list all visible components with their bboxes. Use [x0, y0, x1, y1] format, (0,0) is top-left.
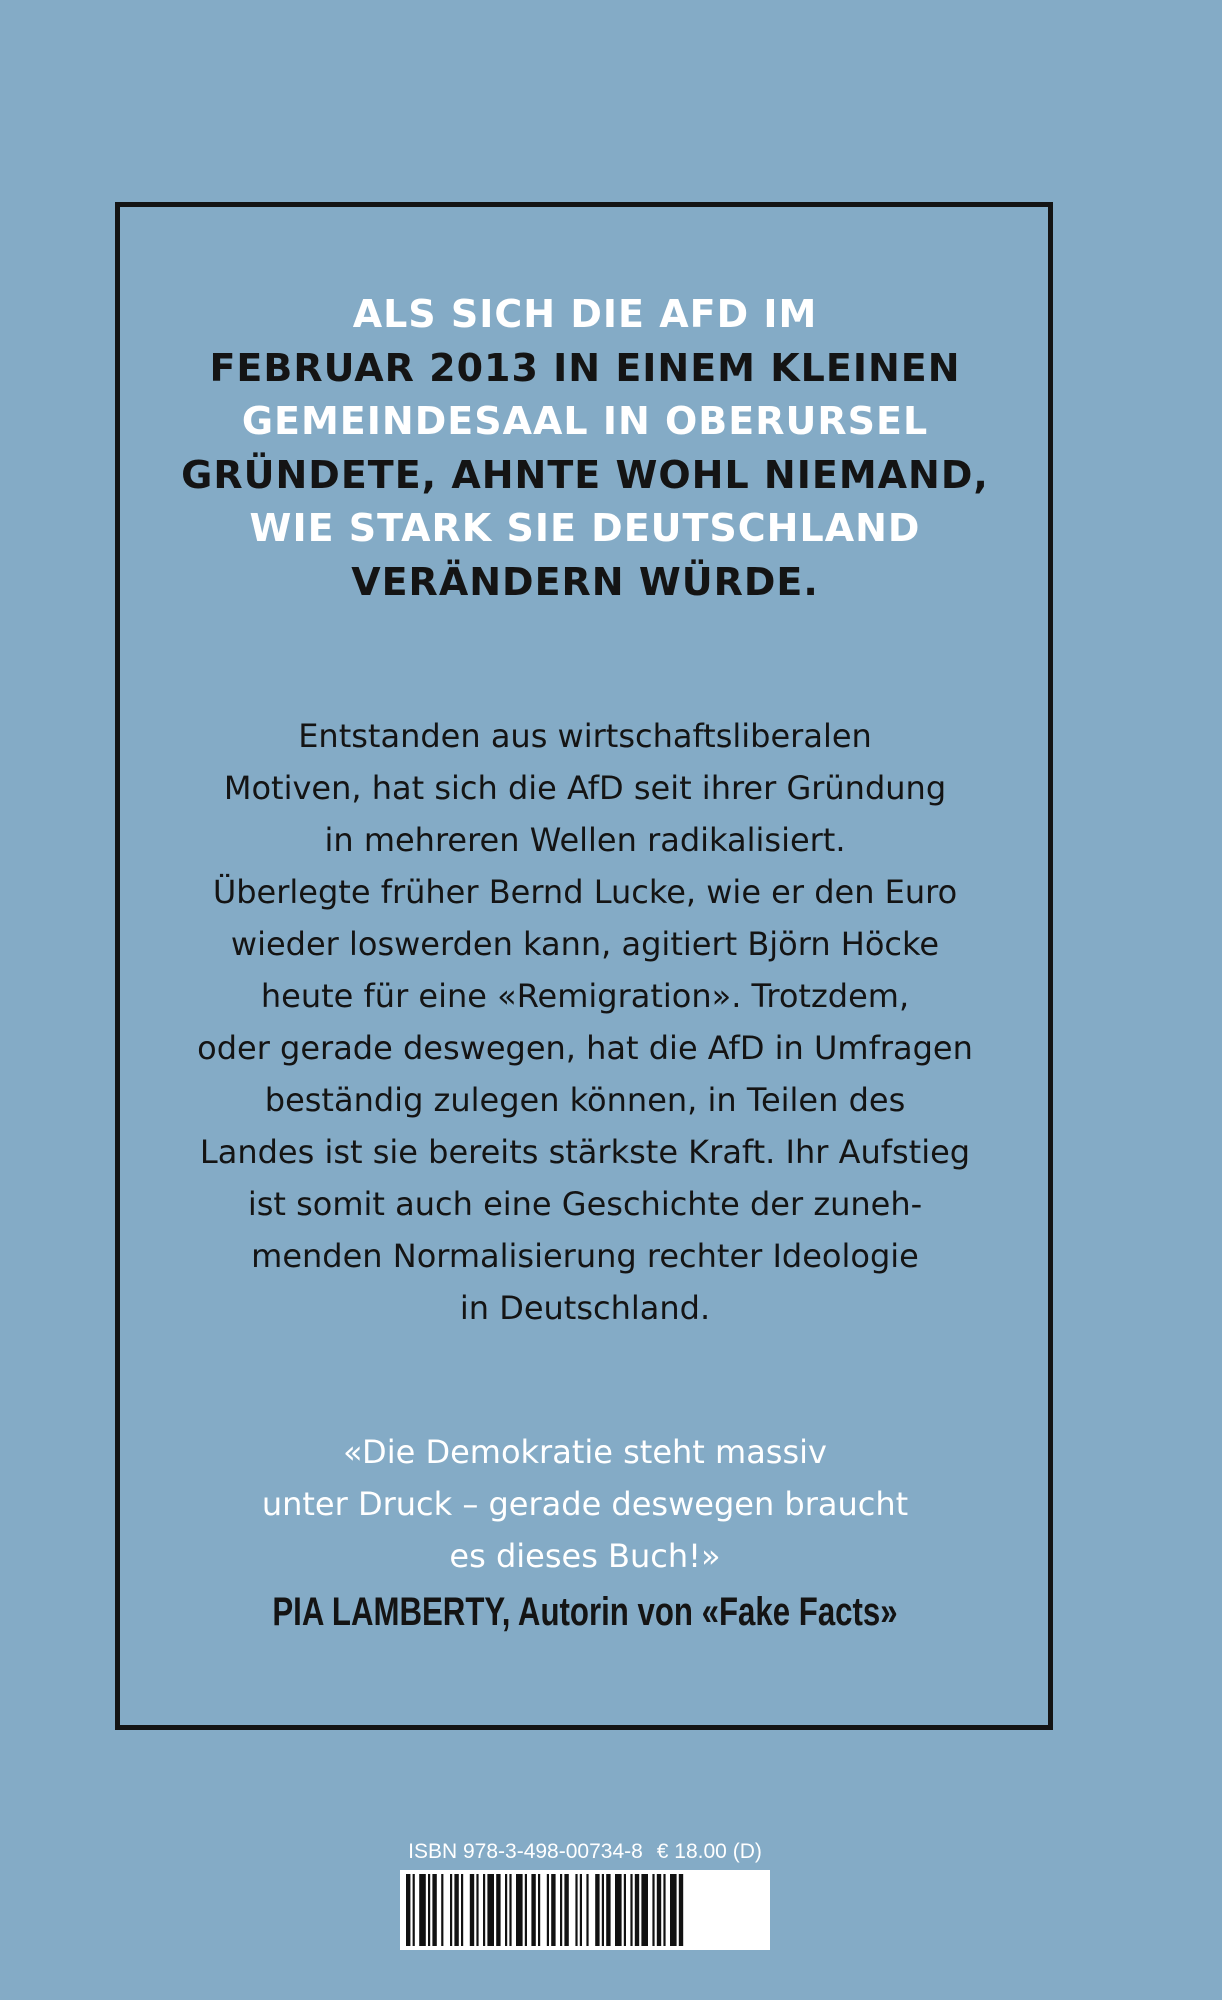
- description-line: Motiven, hat sich die AfD seit ihrer Gründung: [223, 769, 947, 807]
- description-line: heute für eine «Remigration». Trotzdem,: [260, 977, 910, 1015]
- barcode-bar: [586, 1874, 588, 1946]
- headline-line: WIE STARK SIE DEUTSCHLAND: [249, 506, 921, 550]
- description-line: in Deutschland.: [459, 1289, 711, 1327]
- barcode-bar: [441, 1874, 443, 1946]
- blurb-quote: [0, 1426, 1170, 1582]
- barcode-bar: [652, 1874, 654, 1946]
- quote-line: es dieses Buch!»: [449, 1537, 721, 1575]
- headline: [0, 288, 1170, 609]
- barcode-bar: [663, 1874, 665, 1946]
- barcode-bar: [595, 1874, 599, 1946]
- quote-line: unter Druck – gerade deswegen braucht: [261, 1485, 909, 1523]
- barcode-bar: [575, 1874, 577, 1946]
- barcode-bar: [580, 1874, 582, 1946]
- barcode-bar: [419, 1874, 426, 1946]
- barcode-bar: [487, 1874, 494, 1946]
- headline-line: GEMEINDESAAL IN OBERURSEL: [241, 399, 929, 443]
- description-line: beständig zulegen können, in Teilen des: [264, 1081, 906, 1119]
- barcode-bar: [564, 1874, 568, 1946]
- barcode-bar: [454, 1874, 458, 1946]
- description-line: Landes ist sie bereits stärkste Kraft. Ihr Aufstieg: [199, 1133, 971, 1171]
- barcode-bar: [615, 1874, 622, 1946]
- barcode-bar: [635, 1874, 639, 1946]
- description-line: Überlegte früher Bernd Lucke, wie er den Euro: [212, 873, 958, 911]
- barcode-bar: [483, 1874, 485, 1946]
- headline-line: GRÜNDETE, AHNTE WOHL NIEMAND,: [181, 452, 989, 497]
- barcode-bar: [476, 1874, 478, 1946]
- quote-line: «Die Demokratie steht massiv: [343, 1433, 827, 1471]
- barcode-bar: [450, 1874, 452, 1946]
- barcode-bar: [531, 1874, 535, 1946]
- barcode-bar: [657, 1874, 661, 1946]
- barcode-bar: [525, 1874, 527, 1946]
- isbn-label: ISBN 978-3-498-00734-8: [408, 1840, 643, 1863]
- barcode-bar: [602, 1874, 604, 1946]
- barcode-bar: [496, 1874, 500, 1946]
- description-line: oder gerade deswegen, hat die AfD in Umfragen: [197, 1029, 973, 1067]
- barcode-bar: [560, 1874, 562, 1946]
- description-line: in mehreren Wellen radikalisiert.: [324, 821, 846, 859]
- description-line: ist somit auch eine Geschichte der zuneh-: [247, 1185, 923, 1223]
- barcode-bar: [516, 1874, 523, 1946]
- barcode-bar: [624, 1874, 626, 1946]
- barcode-icon: [400, 1870, 770, 1950]
- headline-line: FEBRUAR 2013 IN EINEM KLEINEN: [209, 345, 961, 390]
- barcode-graphic: [400, 1870, 770, 1950]
- barcode-bar: [630, 1874, 632, 1946]
- barcode-bar: [641, 1874, 648, 1946]
- barcode-bar: [551, 1874, 555, 1946]
- barcode-bar: [547, 1874, 549, 1946]
- headline-line: VERÄNDERN WÜRDE.: [351, 559, 819, 604]
- description-line: menden Normalisierung rechter Ideologie: [251, 1237, 919, 1275]
- barcode-bar: [679, 1874, 683, 1946]
- barcode-bar: [413, 1874, 415, 1946]
- quote-attribution: PIA LAMBERTY, Autorin von «Fake Facts»: [272, 1590, 898, 1634]
- barcode-bar: [606, 1874, 610, 1946]
- price-label: € 18.00 (D): [656, 1840, 762, 1863]
- barcode-bar: [470, 1874, 474, 1946]
- description: [0, 710, 1170, 1334]
- description-line: Entstanden aus wirtschaftsliberalen: [298, 717, 872, 755]
- barcode-bar: [428, 1874, 430, 1946]
- barcode-bar: [509, 1874, 511, 1946]
- description-line: wieder loswerden kann, agitiert Björn Höcke: [230, 925, 940, 963]
- barcode-bar: [432, 1874, 436, 1946]
- barcode-bar: [538, 1874, 540, 1946]
- isbn-price-row: [0, 1838, 1170, 1866]
- barcode-bar: [670, 1874, 677, 1946]
- barcode-bar: [461, 1874, 463, 1946]
- headline-line: ALS SICH DIE AFD IM: [352, 292, 818, 336]
- barcode-bar: [406, 1874, 410, 1946]
- barcode-bar: [505, 1874, 507, 1946]
